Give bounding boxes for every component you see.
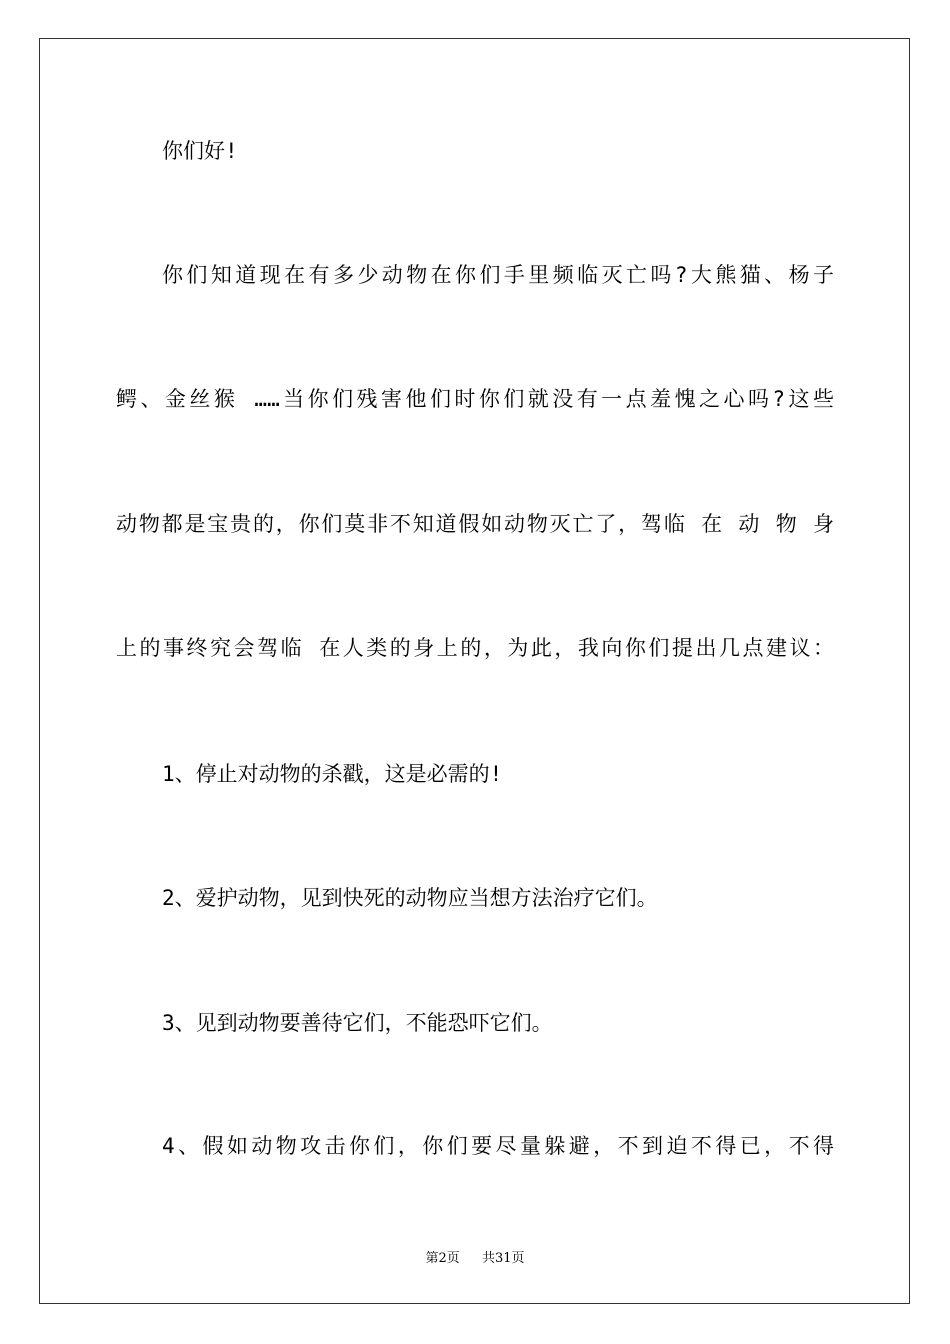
paragraph-line-2: 鳄、金丝猴 ……当你们残害他们时你们就没有一点羞愧之心吗?这些	[116, 387, 834, 411]
paragraph-line-4: 上的事终究会驾临 在人类的身上的，为此，我向你们提出几点建议：	[116, 636, 834, 660]
page-number: 第2页	[425, 1251, 460, 1266]
total-pages: 共31页	[482, 1251, 525, 1266]
page-footer	[0, 1247, 950, 1266]
suggestion-item-1: 1、停止对动物的杀戳，这是必需的!	[162, 762, 503, 786]
suggestion-item-2: 2、爱护动物，见到快死的动物应当想方法治疗它们。	[162, 886, 658, 910]
page-frame	[39, 38, 910, 1304]
greeting-line: 你们好!	[162, 139, 238, 163]
paragraph-line-1: 你们知道现在有多少动物在你们手里频临灭亡吗?大熊猫、杨子	[162, 263, 834, 287]
suggestion-item-3: 3、见到动物要善待它们，不能恐吓它们。	[162, 1011, 553, 1035]
suggestion-item-4: 4、假如动物攻击你们，你们要尽量躲避，不到迫不得已，不得	[162, 1134, 834, 1158]
paragraph-line-3: 动物都是宝贵的，你们莫非不知道假如动物灭亡了，驾临 在 动 物 身	[116, 512, 834, 536]
